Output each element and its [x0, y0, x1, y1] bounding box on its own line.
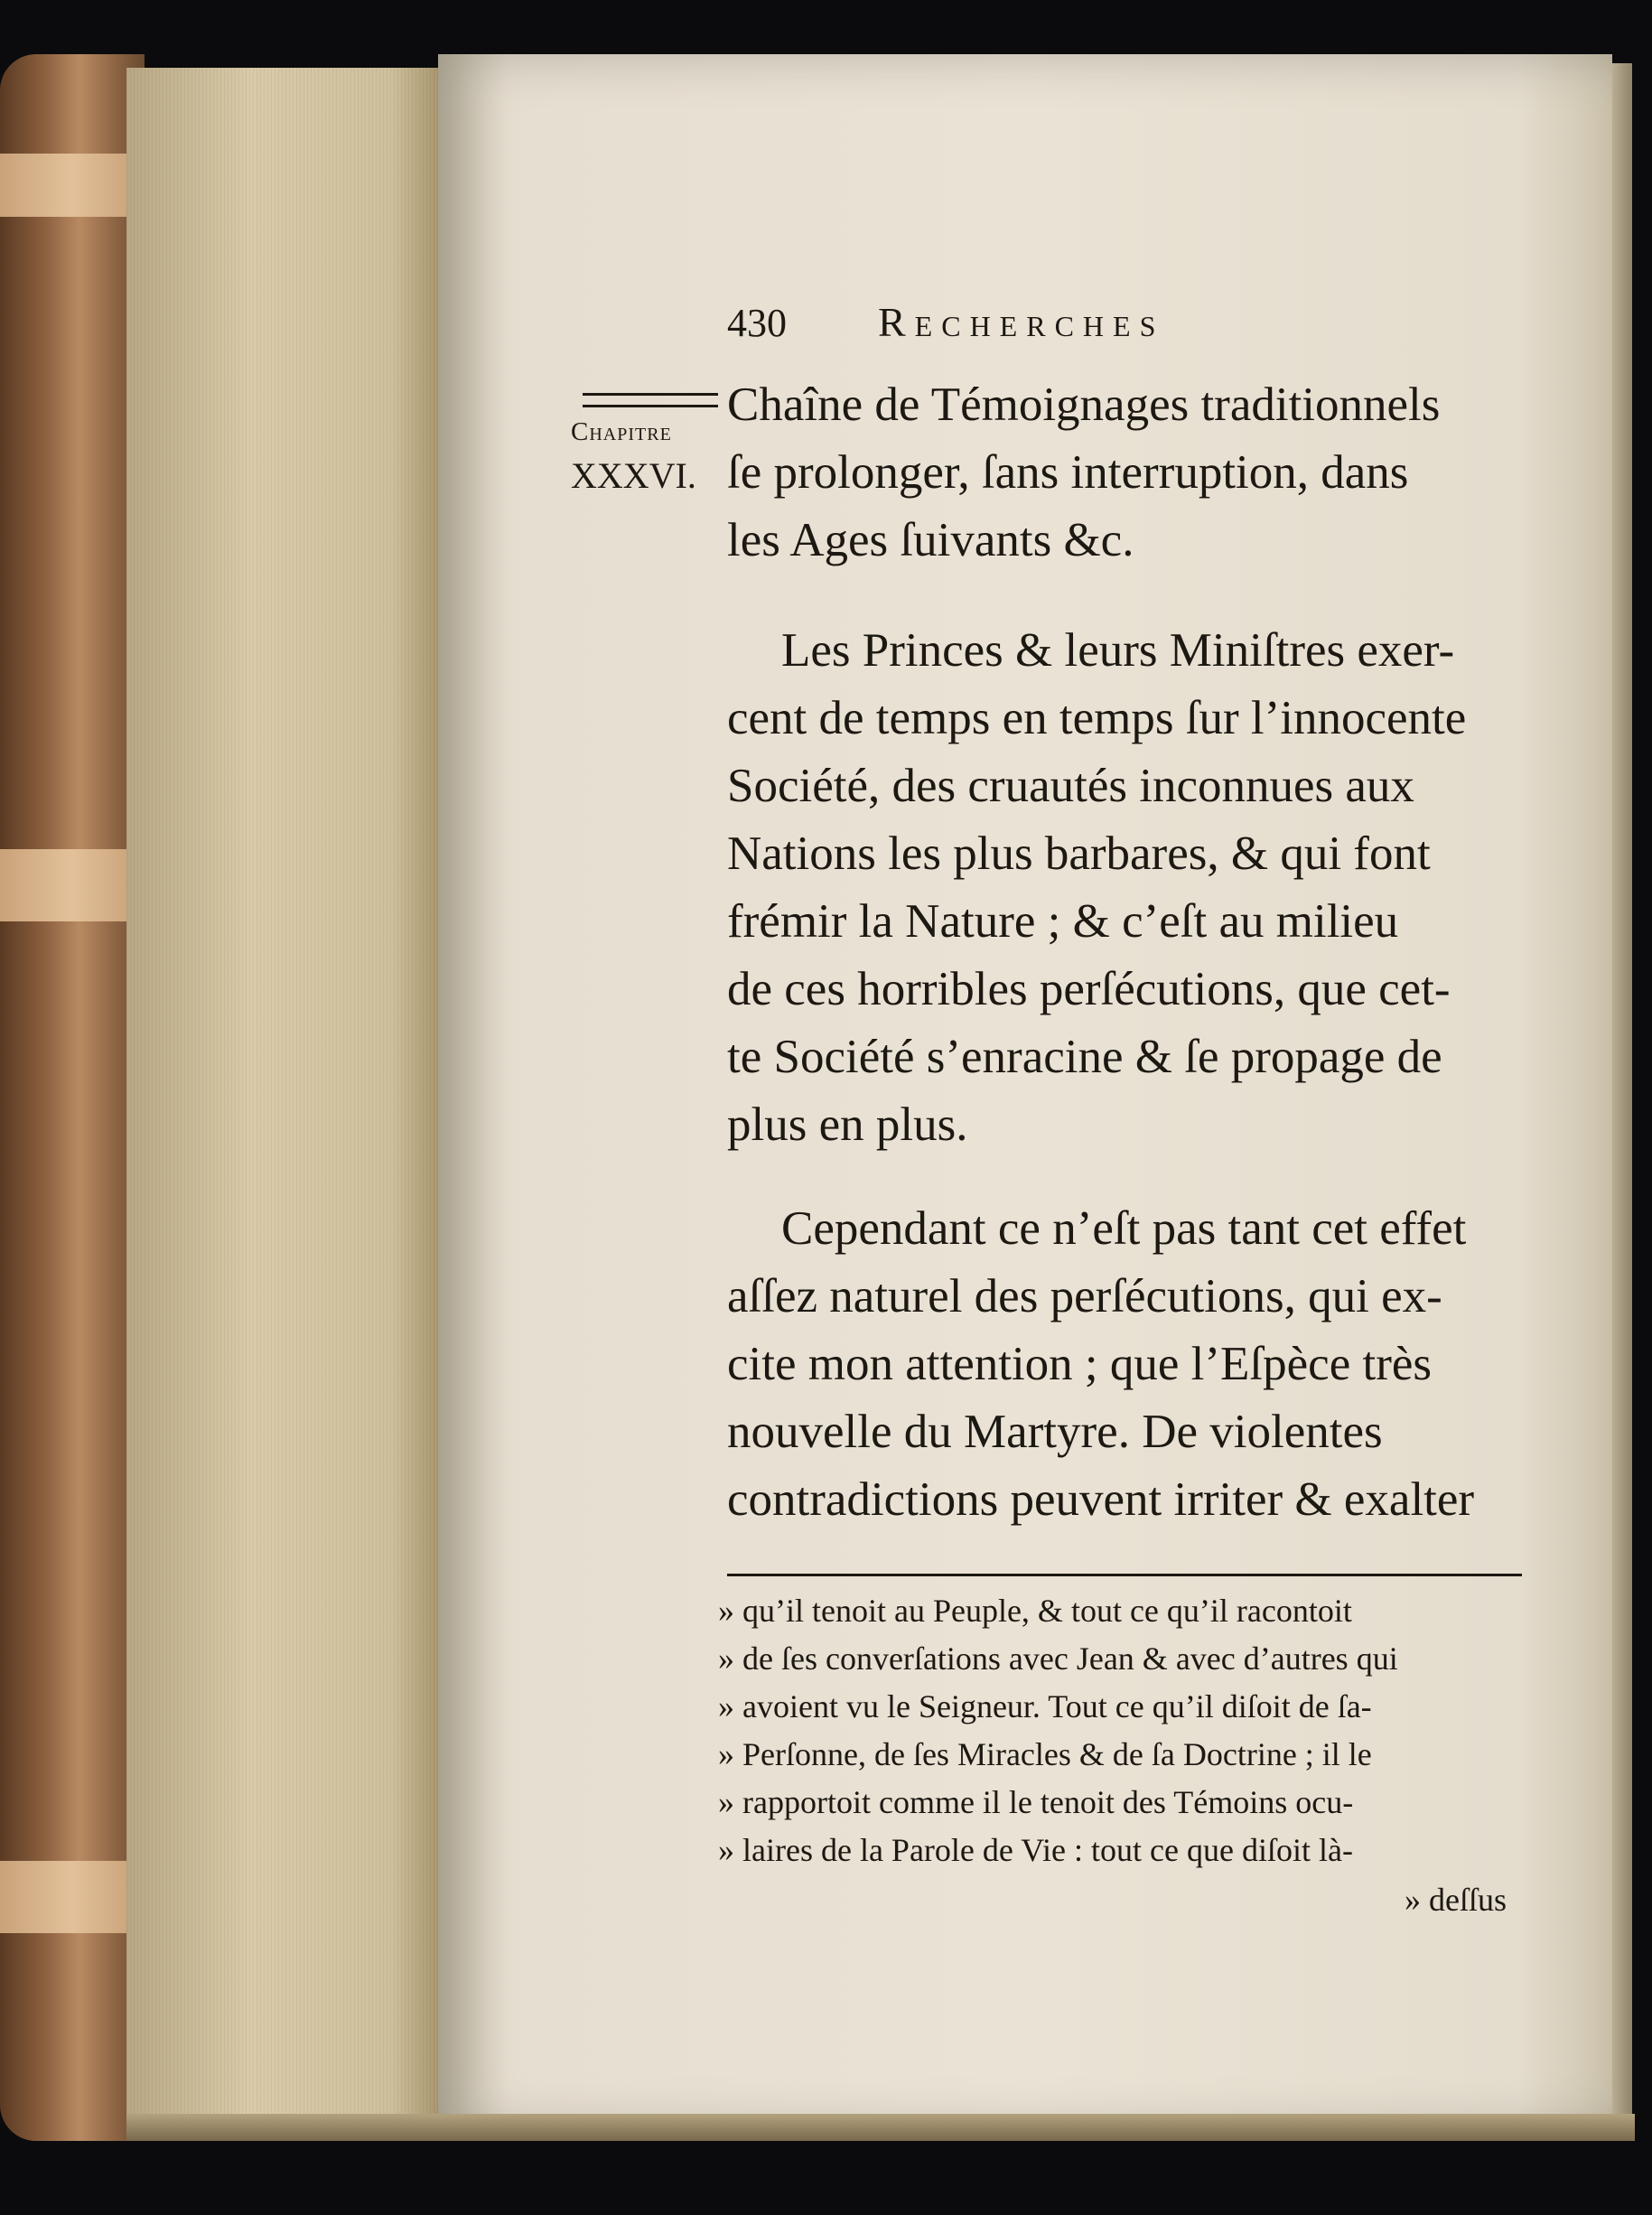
page-right-edge — [1612, 63, 1632, 2132]
text-line: cent de temps en temps ſur l’innocente — [727, 692, 1467, 744]
chapter-number: XXXVI. — [571, 455, 696, 496]
footnote-line: » qu’il tenoit au Peuple, & tout ce qu’il racontoit — [718, 1593, 1352, 1629]
running-head — [727, 298, 1164, 346]
leather-binding — [0, 54, 145, 2141]
text-line: frémir la Nature ; & c’eſt au milieu — [727, 895, 1399, 948]
page-block-edge — [126, 68, 438, 2114]
text-line: Cependant ce n’eſt pas tant cet effet — [781, 1202, 1467, 1255]
page-bottom-edge — [126, 2114, 1635, 2141]
text-line: ſe prolonger, ſans interruption, dans — [727, 446, 1409, 499]
chapter-label: Chapitre — [571, 417, 672, 446]
binding-band — [0, 1861, 145, 1933]
text-line: nouvelle du Martyre. De violentes — [727, 1406, 1383, 1458]
chapter-rule — [583, 393, 718, 407]
binding-band — [0, 154, 145, 217]
running-title: Recherches — [878, 299, 1165, 345]
catchword: » deſſus — [1405, 1882, 1507, 1918]
page-number: 430 — [727, 301, 787, 345]
footnote-line: » Perſonne, de ſes Miracles & de ſa Doctrine ; il le — [718, 1736, 1372, 1772]
binding-band — [0, 849, 145, 921]
text-line: Société, des cruautés inconnues aux — [727, 760, 1414, 812]
text-line: les Ages ſuivants &c. — [727, 514, 1134, 566]
text-line: te Société s’enracine & ſe propage de — [727, 1031, 1442, 1083]
footnote-line: » avoient vu le Seigneur. Tout ce qu’il diſoit de ſa- — [718, 1688, 1372, 1724]
footnote-rule — [727, 1574, 1522, 1576]
text-line: Chaîne de Témoignages traditionnels — [727, 379, 1441, 431]
text-line: Les Princes & leurs Miniſtres exer- — [781, 624, 1455, 677]
footnote-line: » laires de la Parole de Vie : tout ce que diſoit là- — [718, 1832, 1353, 1868]
footnote-line: » de ſes converſations avec Jean & avec d’autres qui — [718, 1640, 1398, 1677]
text-line: contradictions peuvent irriter & exalter — [727, 1473, 1475, 1526]
text-line: cite mon attention ; que l’Eſpèce très — [727, 1338, 1432, 1390]
footnote-line: » rapportoit comme il le tenoit des Témoins ocu- — [718, 1784, 1354, 1820]
text-line: Nations les plus barbares, & qui font — [727, 827, 1431, 880]
text-line: de ces horribles perſécutions, que cet- — [727, 963, 1451, 1015]
text-line: aſſez naturel des perſécutions, qui ex- — [727, 1270, 1442, 1322]
text-line: plus en plus. — [727, 1098, 968, 1151]
